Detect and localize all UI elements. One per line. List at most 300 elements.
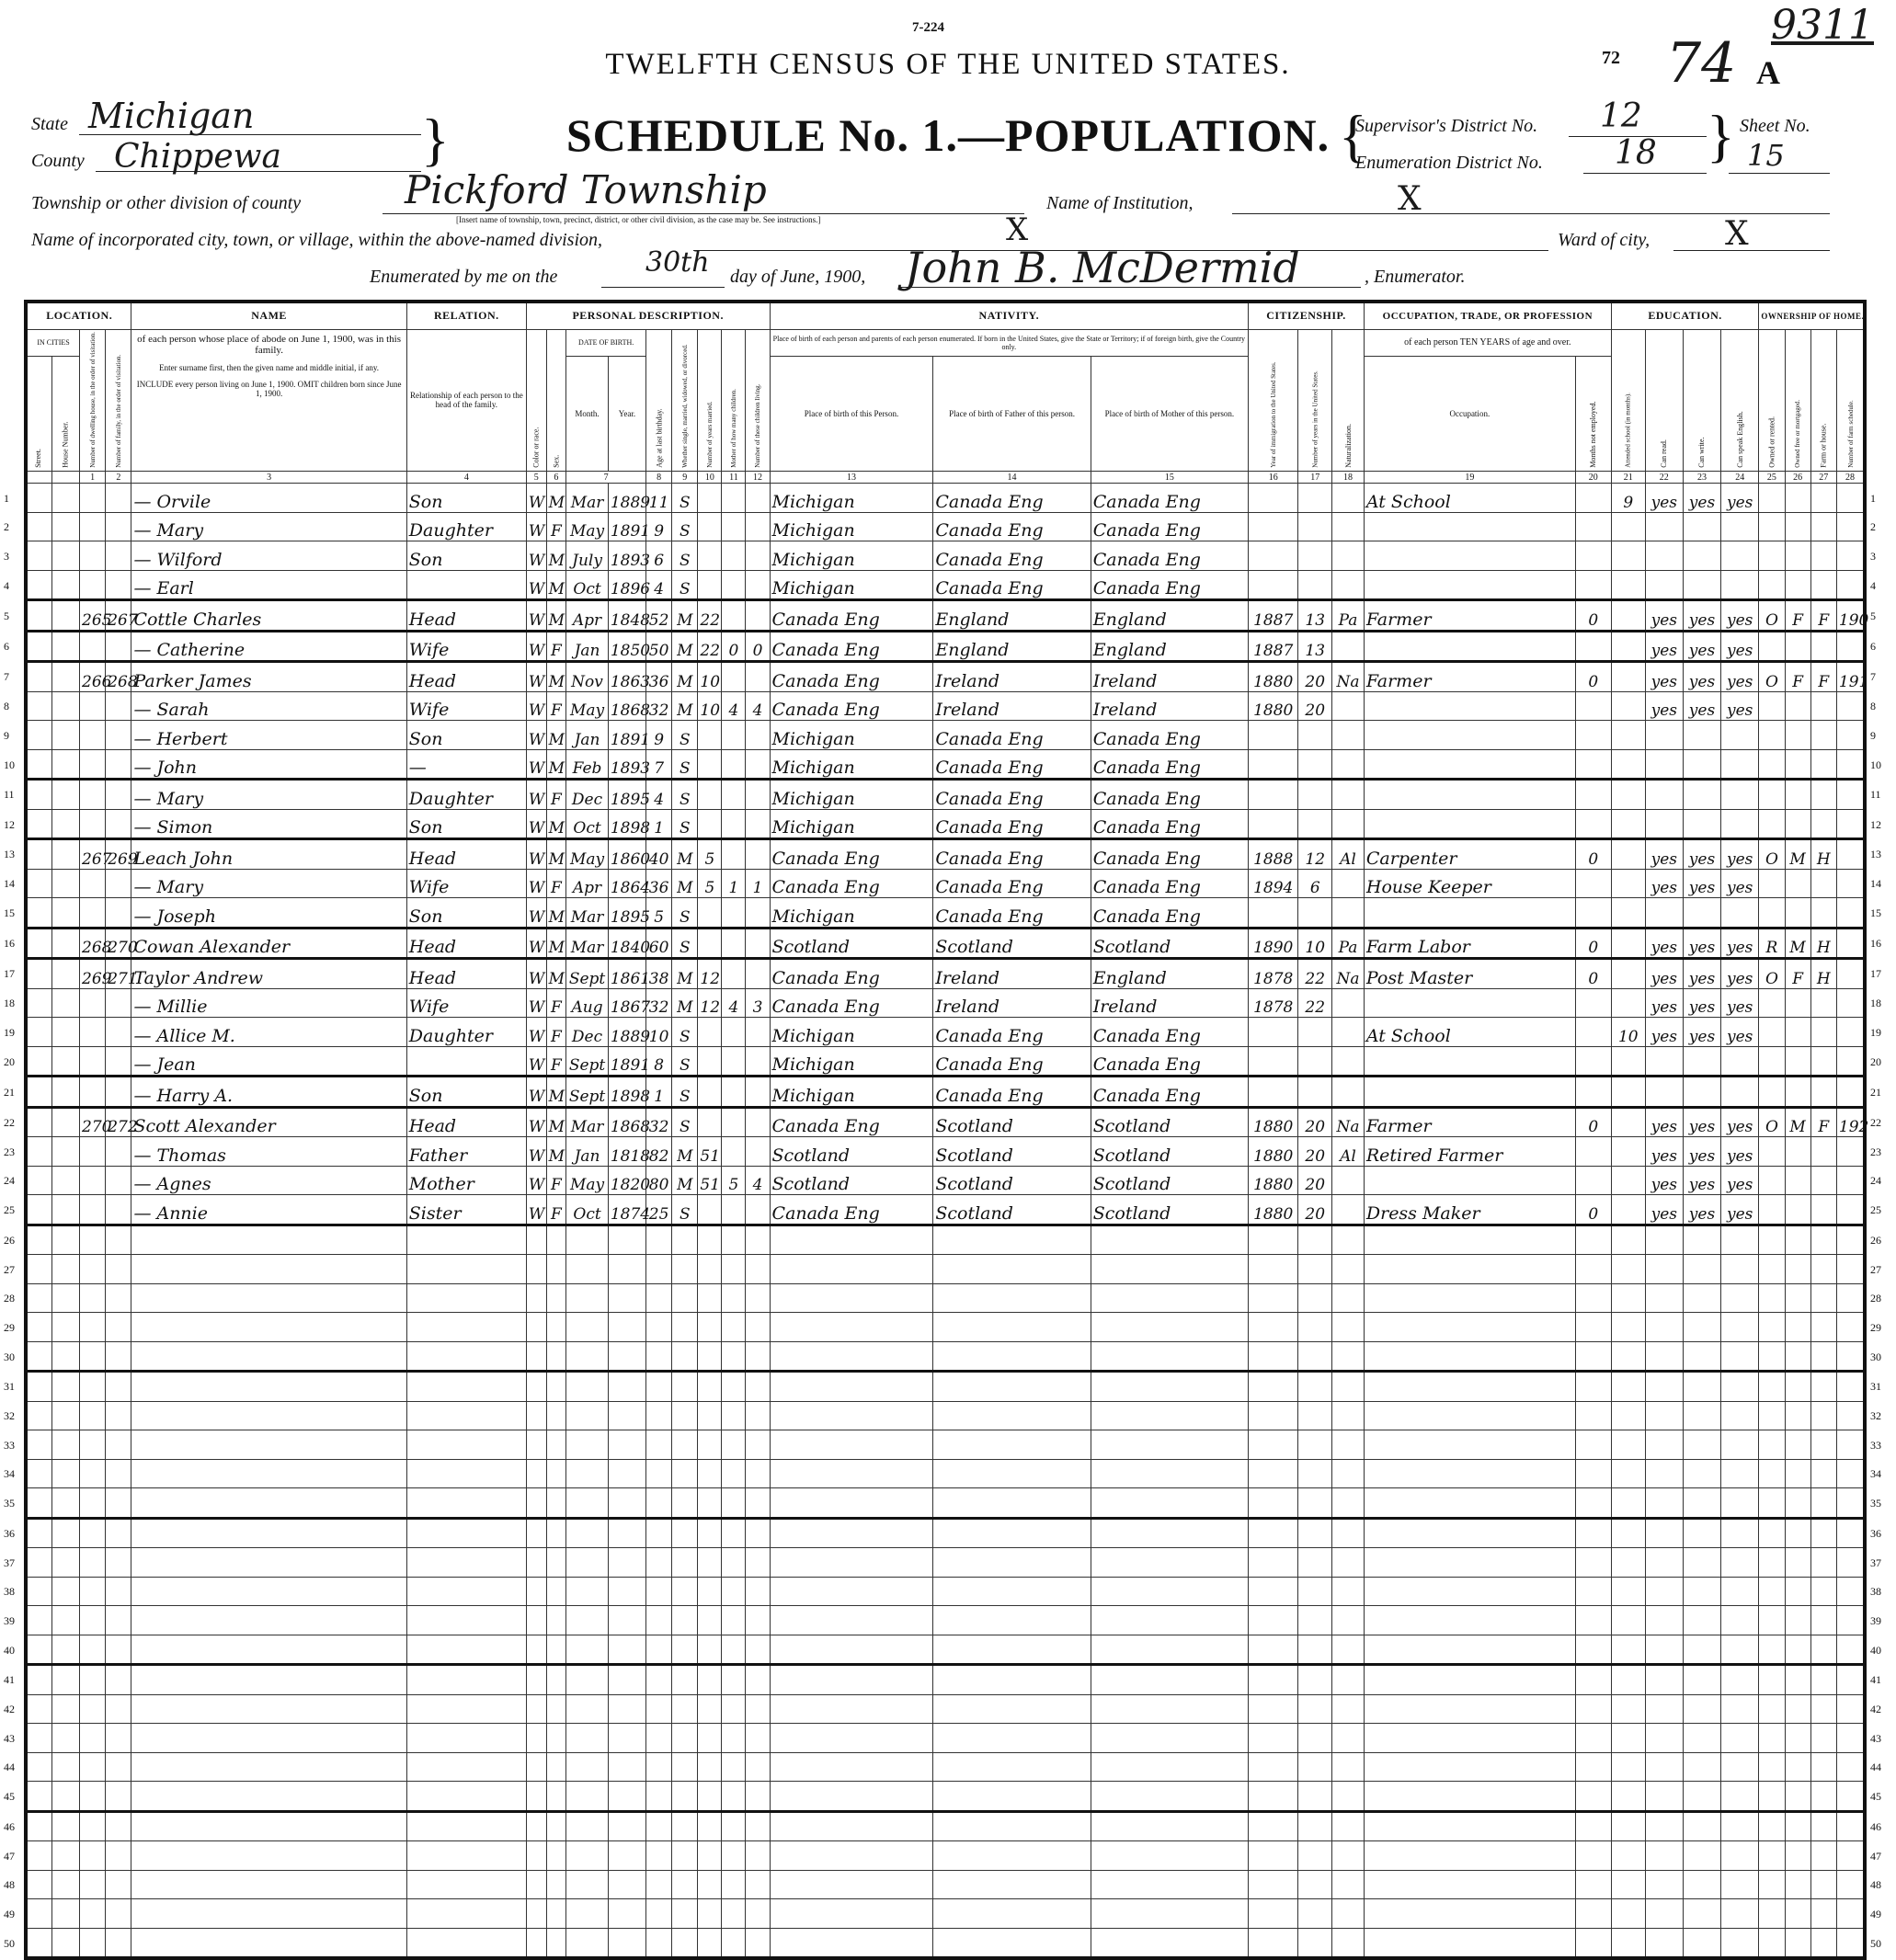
cell-years-us [1298, 721, 1332, 750]
cell-family [106, 1341, 131, 1372]
cell-house [51, 1694, 79, 1724]
cell-mother-of [722, 1841, 746, 1871]
cell-birth-father [933, 1313, 1091, 1342]
cell-color: W [526, 928, 546, 959]
cell-naturalization [1332, 780, 1365, 810]
cell-years-us: 12 [1298, 839, 1332, 870]
cell-marital: M [672, 631, 698, 662]
free-mortgaged-header: Owned free or mortgaged. [1785, 329, 1810, 472]
cell-occupation [1364, 1046, 1575, 1077]
group-location: LOCATION. [26, 302, 131, 329]
cell-month [566, 1752, 609, 1782]
table-row [26, 1077, 1865, 1108]
cell-can-speak-english: yes [1721, 1107, 1759, 1137]
cell-months-unemployed [1575, 1166, 1611, 1195]
cell-marital: S [672, 721, 698, 750]
cell-name [131, 1928, 406, 1958]
cell-birth-person [770, 1694, 933, 1724]
cell-birth-father [933, 1577, 1091, 1606]
cell-years-us: 13 [1298, 600, 1332, 632]
cell-name [131, 1430, 406, 1460]
cell-color [526, 1518, 546, 1548]
cell-can-read [1645, 1283, 1683, 1313]
cell-attended-school [1611, 1694, 1645, 1724]
cell-immigration [1249, 1255, 1298, 1284]
cell-can-write [1683, 1899, 1720, 1929]
cell-farm-schedule [1836, 484, 1865, 513]
cell-years-married [698, 1782, 722, 1812]
cell-owned-rented [1759, 1046, 1785, 1077]
cell-owned-rented [1759, 1811, 1785, 1841]
cell-naturalization: Na [1332, 1107, 1365, 1137]
cell-street [26, 1870, 51, 1899]
cell-age [646, 1255, 672, 1284]
name-note-include: INCLUDE every person living on June 1, 1900. OMIT children born since June 1, 1900. [136, 379, 402, 398]
cell-birth-person: Michigan [770, 780, 933, 810]
cell-name: Parker James [131, 662, 406, 692]
cell-can-write [1683, 1577, 1720, 1606]
cell-immigration [1249, 1694, 1298, 1724]
cell-years-married [698, 749, 722, 780]
cell-birth-person: Michigan [770, 721, 933, 750]
cell-family [106, 1577, 131, 1606]
cell-birth-mother: Canada Eng [1091, 839, 1248, 870]
sheet-label: Sheet No. [1740, 116, 1810, 136]
cell-age: 38 [646, 959, 672, 989]
cell-free-mortgaged: M [1785, 928, 1810, 959]
cell-can-read [1645, 1401, 1683, 1430]
cell-can-read: yes [1645, 1018, 1683, 1047]
cell-attended-school: 10 [1611, 1018, 1645, 1047]
cell-month [566, 1899, 609, 1929]
line-number-left: 32 [4, 1409, 15, 1422]
line-number-right: 2 [1870, 520, 1876, 533]
cell-month: Jan [566, 721, 609, 750]
cell-free-mortgaged [1785, 809, 1810, 839]
cell-can-speak-english [1721, 1928, 1759, 1958]
cell-dwelling [80, 749, 106, 780]
cell-house [51, 1870, 79, 1899]
cell-mother-of [722, 780, 746, 810]
state-label: State [31, 114, 68, 134]
cell-years-married [698, 809, 722, 839]
cell-can-read [1645, 1752, 1683, 1782]
cell-occupation: At School [1364, 1018, 1575, 1047]
cell-mother-of [722, 1928, 746, 1958]
cell-farm-schedule [1836, 1046, 1865, 1077]
table-row [26, 1899, 1865, 1929]
cell-farm-schedule: 190 [1836, 600, 1865, 632]
cell-color [526, 1430, 546, 1460]
cell-months-unemployed [1575, 1313, 1611, 1342]
cell-years-married: 10 [698, 662, 722, 692]
cell-farm-schedule [1836, 1225, 1865, 1255]
column-number: 28 [1836, 472, 1865, 484]
cell-years-married [698, 1577, 722, 1606]
cell-birth-father: Canada Eng [933, 898, 1091, 929]
cell-marital: M [672, 869, 698, 898]
cell-can-write: yes [1683, 839, 1720, 870]
cell-family [106, 512, 131, 541]
line-number-right: 12 [1870, 817, 1881, 831]
cell-birth-person [770, 1665, 933, 1695]
cell-family [106, 1752, 131, 1782]
cell-marital: S [672, 512, 698, 541]
cell-birth-father: Canada Eng [933, 1046, 1091, 1077]
cell-birth-mother: England [1091, 600, 1248, 632]
cell-birth-mother [1091, 1870, 1248, 1899]
table-row [26, 928, 1865, 959]
cell-years-married [698, 1459, 722, 1488]
cell-house [51, 631, 79, 662]
cell-age: 4 [646, 570, 672, 600]
cell-owned-rented: O [1759, 839, 1785, 870]
cell-immigration [1249, 484, 1298, 513]
cell-street [26, 1225, 51, 1255]
cell-children-living: 1 [746, 869, 770, 898]
page-number-left: 72 [1602, 48, 1620, 68]
cell-children-living [746, 662, 770, 692]
cell-children-living [746, 1018, 770, 1047]
cell-house [51, 1046, 79, 1077]
cell-house [51, 721, 79, 750]
cell-years-married [698, 1694, 722, 1724]
cell-street [26, 749, 51, 780]
cell-naturalization [1332, 721, 1365, 750]
cell-can-write: yes [1683, 691, 1720, 721]
cell-farm-schedule [1836, 780, 1865, 810]
line-number-left: 6 [4, 640, 9, 653]
cell-month: Mar [566, 928, 609, 959]
cell-birth-person [770, 1372, 933, 1402]
line-number-right: 41 [1870, 1673, 1881, 1686]
cell-can-read: yes [1645, 988, 1683, 1018]
cell-years-married: 51 [698, 1137, 722, 1167]
cell-name: — Earl [131, 570, 406, 600]
cell-year [608, 1841, 645, 1871]
cell-free-mortgaged [1785, 1635, 1810, 1665]
cell-can-read: yes [1645, 691, 1683, 721]
cell-can-speak-english [1721, 512, 1759, 541]
cell-color [526, 1225, 546, 1255]
cell-can-write: yes [1683, 1018, 1720, 1047]
cell-farm-house [1810, 1046, 1836, 1077]
cell-naturalization [1332, 809, 1365, 839]
cell-owned-rented [1759, 1606, 1785, 1635]
cell-color [526, 1694, 546, 1724]
cell-age: 36 [646, 662, 672, 692]
cell-marital [672, 1518, 698, 1548]
cell-house [51, 570, 79, 600]
cell-birth-mother: Canada Eng [1091, 898, 1248, 929]
cell-immigration [1249, 1283, 1298, 1313]
line-number-right: 17 [1870, 967, 1881, 980]
cell-months-unemployed [1575, 1752, 1611, 1782]
cell-sex [546, 1430, 566, 1460]
cell-family [106, 780, 131, 810]
state-value: Michigan [88, 96, 255, 136]
cell-months-unemployed: 0 [1575, 928, 1611, 959]
cell-birth-mother: Scotland [1091, 928, 1248, 959]
cell-free-mortgaged [1785, 1459, 1810, 1488]
cell-attended-school [1611, 1928, 1645, 1958]
cell-children-living [746, 1046, 770, 1077]
cell-can-read [1645, 1077, 1683, 1108]
cell-can-read [1645, 1665, 1683, 1695]
cell-can-write [1683, 780, 1720, 810]
table-row [26, 1459, 1865, 1488]
cell-can-speak-english: yes [1721, 631, 1759, 662]
cell-birth-mother: Ireland [1091, 691, 1248, 721]
cell-can-speak-english: yes [1721, 484, 1759, 513]
cell-months-unemployed [1575, 1841, 1611, 1871]
cell-can-speak-english [1721, 1401, 1759, 1430]
cell-naturalization [1332, 1870, 1365, 1899]
cell-attended-school: 9 [1611, 484, 1645, 513]
cell-months-unemployed [1575, 1665, 1611, 1695]
cell-can-speak-english: yes [1721, 959, 1759, 989]
cell-relation [406, 1548, 526, 1578]
cell-naturalization [1332, 1313, 1365, 1342]
cell-dwelling [80, 1372, 106, 1402]
cell-sex: F [546, 1166, 566, 1195]
cell-owned-rented [1759, 1430, 1785, 1460]
cell-color [526, 1811, 546, 1841]
cell-can-write: yes [1683, 869, 1720, 898]
cell-can-read [1645, 541, 1683, 571]
cell-farm-house: H [1810, 959, 1836, 989]
cell-year [608, 1313, 645, 1342]
cell-birth-mother [1091, 1811, 1248, 1841]
line-number-right: 3 [1870, 549, 1876, 563]
cell-farm-house [1810, 1665, 1836, 1695]
cell-street [26, 1430, 51, 1460]
line-number-left: 23 [4, 1145, 15, 1158]
cell-owned-rented [1759, 1577, 1785, 1606]
cell-name [131, 1635, 406, 1665]
children-living-header: Number of these children living. [746, 329, 770, 472]
cell-farm-house [1810, 898, 1836, 929]
years-us-header: Number of years in the United States. [1298, 329, 1332, 472]
table-row [26, 1107, 1865, 1137]
table-row [26, 1782, 1865, 1812]
cell-birth-person: Canada Eng [770, 662, 933, 692]
enumerated-mid: day of June, 1900, [730, 267, 866, 287]
group-personal: PERSONAL DESCRIPTION. [526, 302, 770, 329]
line-number-right: 49 [1870, 1907, 1881, 1920]
cell-owned-rented [1759, 1928, 1785, 1958]
cell-farm-schedule [1836, 1313, 1865, 1342]
institution-label: Name of Institution, [1046, 193, 1194, 213]
cell-color: W [526, 869, 546, 898]
cell-street [26, 484, 51, 513]
cell-family [106, 1077, 131, 1108]
cell-owned-rented [1759, 631, 1785, 662]
cell-children-living [746, 1635, 770, 1665]
cell-can-speak-english [1721, 570, 1759, 600]
cell-months-unemployed [1575, 1018, 1611, 1047]
cell-years-married [698, 1635, 722, 1665]
cell-free-mortgaged [1785, 1488, 1810, 1519]
cell-marital [672, 1459, 698, 1488]
cell-years-us: 22 [1298, 959, 1332, 989]
cell-occupation: Post Master [1364, 959, 1575, 989]
cell-occupation [1364, 1518, 1575, 1548]
cell-family [106, 1459, 131, 1488]
group-citizenship: CITIZENSHIP. [1249, 302, 1365, 329]
cell-street [26, 1841, 51, 1871]
cell-farm-schedule [1836, 631, 1865, 662]
cell-relation [406, 1841, 526, 1871]
cell-children-living [746, 928, 770, 959]
cell-naturalization: Al [1332, 839, 1365, 870]
cell-street [26, 662, 51, 692]
cell-farm-house [1810, 721, 1836, 750]
cell-months-unemployed: 0 [1575, 1107, 1611, 1137]
cell-immigration [1249, 721, 1298, 750]
cell-can-read [1645, 512, 1683, 541]
cell-immigration [1249, 1225, 1298, 1255]
cell-occupation [1364, 1928, 1575, 1958]
cell-can-speak-english [1721, 1313, 1759, 1342]
cell-can-read: yes [1645, 600, 1683, 632]
cell-marital [672, 1548, 698, 1578]
cell-street [26, 1107, 51, 1137]
cell-dwelling: 269 [80, 959, 106, 989]
cell-birth-father: Canada Eng [933, 512, 1091, 541]
cell-months-unemployed [1575, 749, 1611, 780]
color-header: Color or race. [526, 329, 546, 472]
line-number-right: 50 [1870, 1936, 1881, 1950]
line-number-left: 11 [4, 788, 15, 801]
line-number-left: 42 [4, 1703, 15, 1715]
cell-month [566, 1518, 609, 1548]
cell-free-mortgaged [1785, 1724, 1810, 1753]
cell-owned-rented [1759, 484, 1785, 513]
cell-marital: M [672, 691, 698, 721]
cell-street [26, 839, 51, 870]
cell-occupation [1364, 1665, 1575, 1695]
cell-color: W [526, 1046, 546, 1077]
cell-family [106, 1548, 131, 1578]
cell-month [566, 1255, 609, 1284]
farm-schedule-header: Number of farm schedule. [1836, 329, 1865, 472]
cell-color: W [526, 512, 546, 541]
cell-family [106, 1899, 131, 1929]
cell-birth-person [770, 1401, 933, 1430]
cell-year: 1850 [608, 631, 645, 662]
table-row [26, 1372, 1865, 1402]
cell-year [608, 1488, 645, 1519]
cell-children-living [746, 1782, 770, 1812]
column-number: 2 [106, 472, 131, 484]
cell-year: 1818 [608, 1137, 645, 1167]
cell-sex [546, 1283, 566, 1313]
cell-birth-mother: Canada Eng [1091, 780, 1248, 810]
cell-year: 1891 [608, 1046, 645, 1077]
cell-relation [406, 1606, 526, 1635]
cell-years-married [698, 1313, 722, 1342]
cell-month: Aug [566, 988, 609, 1018]
line-number-right: 11 [1870, 788, 1881, 801]
cell-naturalization [1332, 1046, 1365, 1077]
cell-year [608, 1665, 645, 1695]
cell-free-mortgaged [1785, 1811, 1810, 1841]
line-number-left: 48 [4, 1878, 15, 1891]
cell-months-unemployed [1575, 541, 1611, 571]
cell-can-speak-english [1721, 1046, 1759, 1077]
cell-farm-schedule [1836, 1195, 1865, 1225]
cell-free-mortgaged [1785, 1046, 1810, 1077]
cell-relation: Head [406, 928, 526, 959]
cell-month [566, 1724, 609, 1753]
cell-can-speak-english [1721, 1488, 1759, 1519]
township-label: Township or other division of county [31, 193, 302, 213]
cell-naturalization [1332, 1341, 1365, 1372]
cell-month: May [566, 691, 609, 721]
column-number: 26 [1785, 472, 1810, 484]
cell-birth-person: Michigan [770, 1077, 933, 1108]
cell-year [608, 1548, 645, 1578]
cell-birth-mother [1091, 1518, 1248, 1548]
cell-birth-father: Scotland [933, 1107, 1091, 1137]
cell-occupation: House Keeper [1364, 869, 1575, 898]
cell-color: W [526, 600, 546, 632]
cell-street [26, 721, 51, 750]
cell-farm-house [1810, 1635, 1836, 1665]
cell-farm-house [1810, 1782, 1836, 1812]
cell-year: 1848 [608, 600, 645, 632]
cell-sex: M [546, 809, 566, 839]
line-number-left: 4 [4, 578, 9, 592]
supervisor-label: Supervisor's District No. [1355, 116, 1538, 136]
cell-birth-person: Scotland [770, 928, 933, 959]
cell-can-write [1683, 541, 1720, 571]
enumeration-value: 18 [1615, 134, 1657, 172]
cell-farm-house [1810, 1195, 1836, 1225]
cell-relation: Wife [406, 869, 526, 898]
cell-marital [672, 1724, 698, 1753]
cell-mother-of [722, 541, 746, 571]
cell-birth-person [770, 1841, 933, 1871]
cell-can-speak-english [1721, 1430, 1759, 1460]
cell-years-married [698, 1195, 722, 1225]
cell-color: W [526, 959, 546, 989]
cell-attended-school [1611, 1372, 1645, 1402]
cell-years-married [698, 1107, 722, 1137]
cell-free-mortgaged [1785, 1606, 1810, 1635]
cell-street [26, 1255, 51, 1284]
cell-sex: F [546, 512, 566, 541]
cell-can-read: yes [1645, 484, 1683, 513]
column-number: 23 [1683, 472, 1720, 484]
cell-street [26, 1372, 51, 1402]
cell-years-us: 20 [1298, 1107, 1332, 1137]
county-value: Chippewa [114, 138, 281, 176]
cell-can-read [1645, 1694, 1683, 1724]
cell-age [646, 1225, 672, 1255]
cell-sex [546, 1606, 566, 1635]
cell-birth-person [770, 1899, 933, 1929]
cell-birth-father [933, 1488, 1091, 1519]
cell-sex: F [546, 780, 566, 810]
cell-can-speak-english: yes [1721, 928, 1759, 959]
cell-farm-schedule [1836, 1841, 1865, 1871]
cell-mother-of [722, 1372, 746, 1402]
cell-dwelling [80, 1928, 106, 1958]
cell-house [51, 988, 79, 1018]
cell-color: W [526, 662, 546, 692]
